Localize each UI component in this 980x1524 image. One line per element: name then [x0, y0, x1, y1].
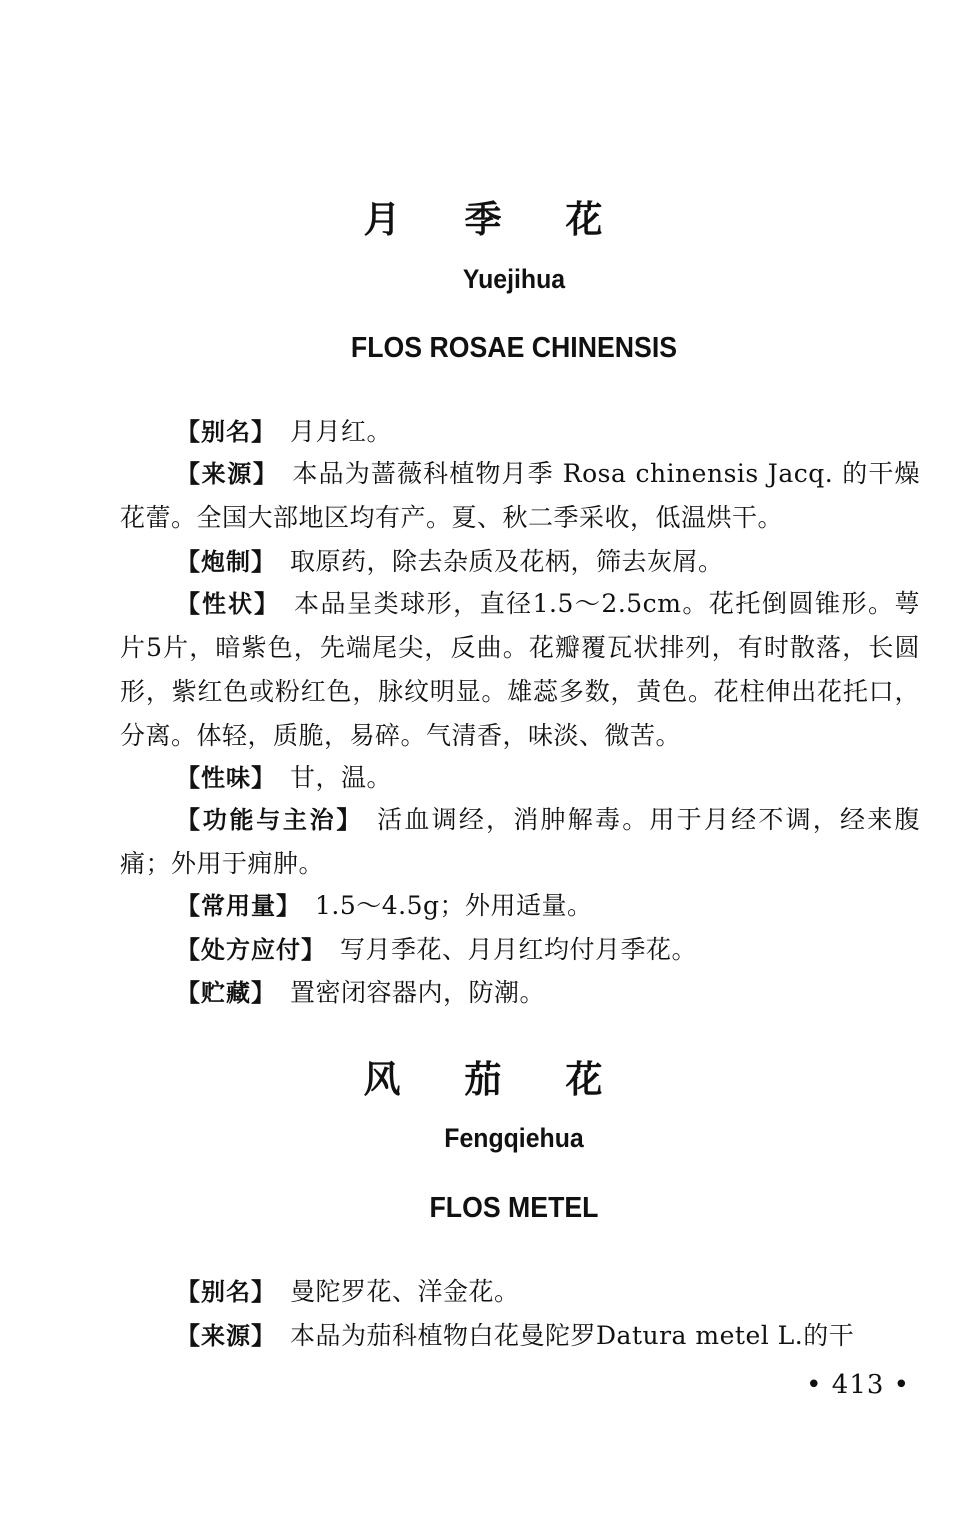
section-label: 【处方应付】 — [176, 936, 326, 964]
section-label: 【别名】 — [176, 1278, 276, 1306]
page-number: • 413 • — [806, 1370, 910, 1400]
section-text: 置密闭容器内，防潮。 — [290, 978, 546, 1007]
section-text: 甘，温。 — [290, 763, 393, 792]
section-label: 【贮藏】 — [176, 979, 276, 1007]
section-label: 【别名】 — [176, 418, 276, 446]
section-text: 活血调经，消肿解毒。用于月经不调，经来腹痛；外用于痈肿。 — [120, 805, 921, 878]
section-text: 曼陀罗花、洋金花。 — [290, 1277, 520, 1306]
section-text: 本品为蔷薇科植物月季 Rosa chinensis Jacq. 的干燥花蕾。全国大部地区均有产。夏、秋二季采收，低温烘干。 — [120, 459, 921, 532]
entry-section-alias — [120, 410, 920, 454]
entry-section-description — [120, 582, 920, 758]
entry-section-function — [120, 798, 920, 886]
section-label: 【常用量】 — [176, 892, 301, 920]
section-label: 【来源】 — [176, 460, 279, 488]
section-label: 【性状】 — [176, 590, 281, 618]
entry-section-processing — [120, 540, 920, 584]
section-text: 月月红。 — [290, 417, 393, 446]
section-label: 【来源】 — [176, 1322, 276, 1350]
entry-section-property — [120, 756, 920, 800]
entry-title-chinese: 月季花 — [363, 198, 667, 241]
section-label: 【性味】 — [176, 764, 276, 792]
entry-title-pinyin: Yuejihua — [462, 264, 566, 294]
entry-title-latin: FLOS ROSAE CHINENSIS — [350, 332, 678, 364]
entry-section-dosage — [120, 884, 920, 928]
section-text: 1.5～4.5g；外用适量。 — [315, 891, 593, 920]
section-label: 【炮制】 — [176, 548, 276, 576]
entry-section-alias — [120, 1270, 920, 1314]
entry-section-source — [120, 452, 920, 540]
section-text: 本品呈类球形，直径1.5～2.5cm。花托倒圆锥形。萼片5片，暗紫色，先端尾尖，反曲。花瓣覆瓦状排列，有时散落，长圆形，紫红色或粉红色，脉纹明显。雄蕊多数，黄色。花柱伸出花托口，分离。体轻，质脆，易碎。气清香，味淡、微苦。 — [120, 589, 920, 750]
section-text: 写月季花、月月红均付月季花。 — [340, 935, 698, 964]
section-text: 取原药，除去杂质及花柄，筛去灰屑。 — [290, 547, 724, 576]
entry-title-chinese: 风茄花 — [363, 1058, 667, 1101]
entry-section-prescription — [120, 928, 920, 972]
entry-title-pinyin: Fengqiehua — [444, 1123, 584, 1153]
section-text: 本品为茄科植物白花曼陀罗Datura metel L.的干 — [290, 1321, 855, 1350]
entry-title-latin: FLOS METEL — [429, 1192, 599, 1224]
entry-section-source — [120, 1314, 920, 1358]
section-label: 【功能与主治】 — [176, 806, 364, 834]
entry-section-storage — [120, 971, 920, 1015]
